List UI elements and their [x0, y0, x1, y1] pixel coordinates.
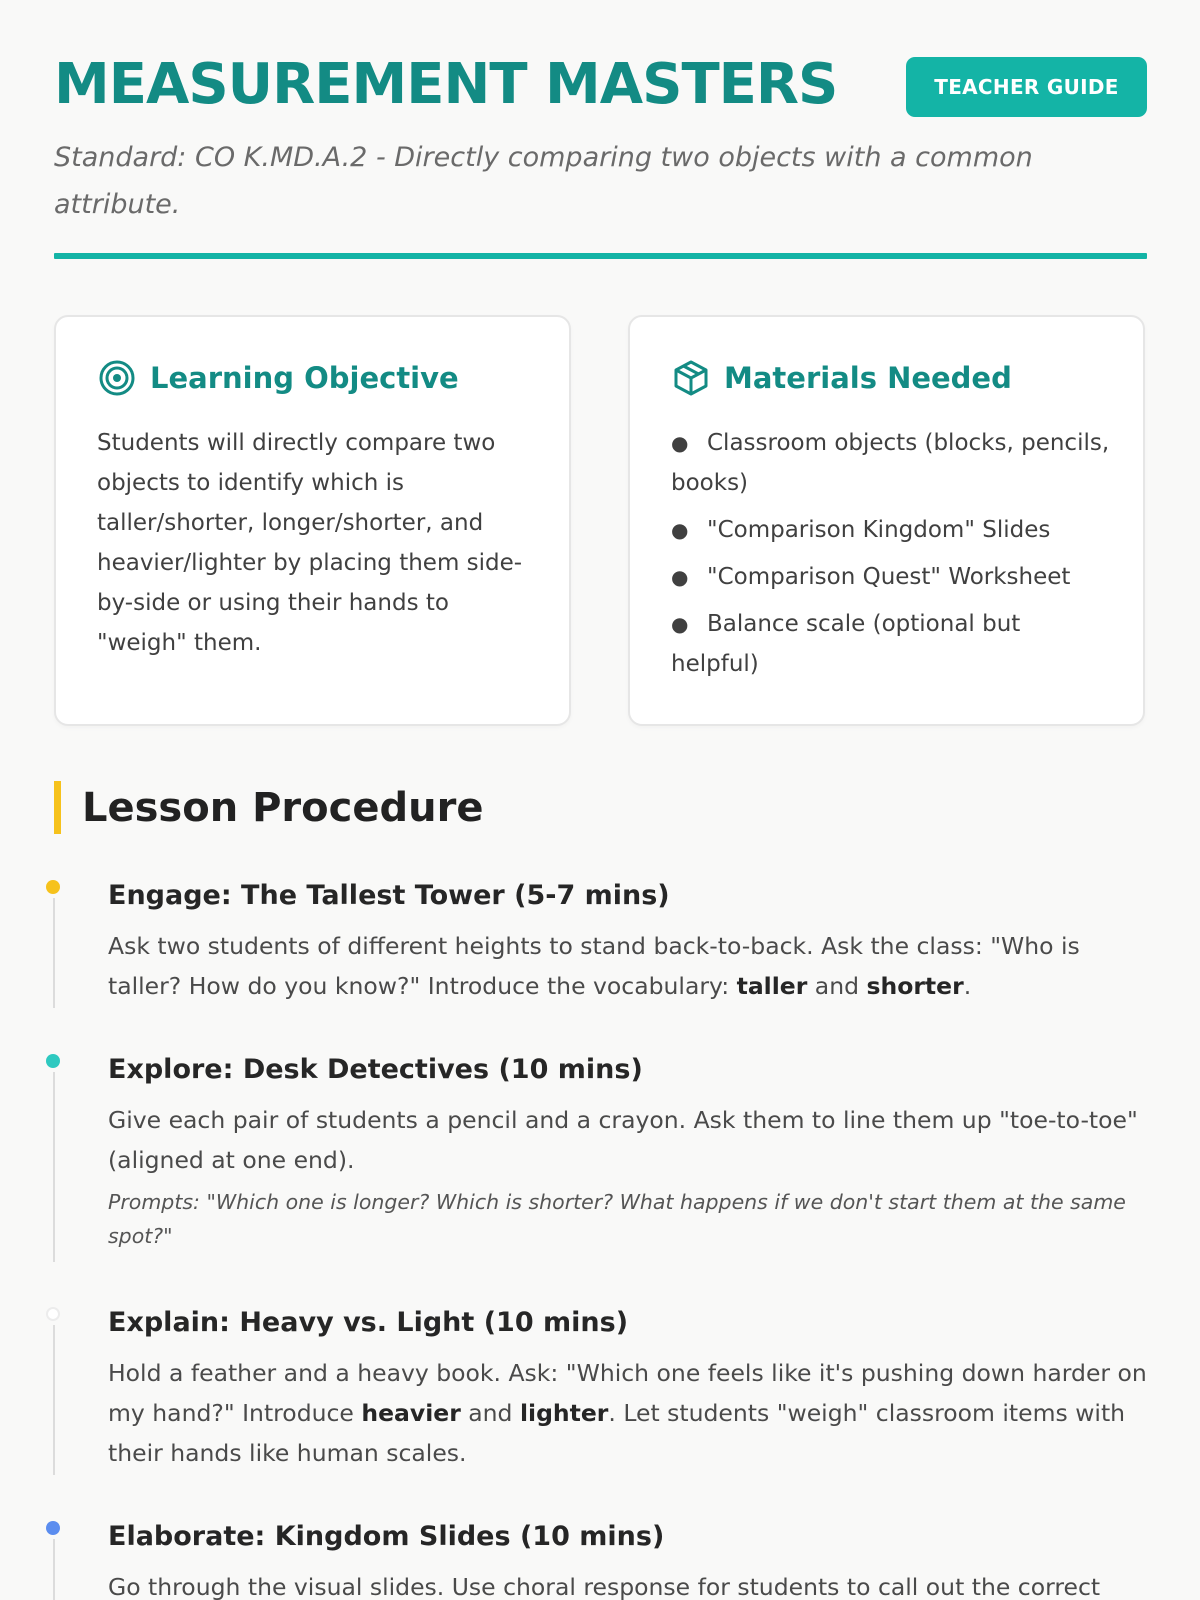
teacher-guide-button[interactable]: TEACHER GUIDE [906, 57, 1147, 117]
step-text: Go through the visual slides. Use choral response for students to call out the correct [108, 1573, 1101, 1600]
timeline-line [53, 1539, 55, 1600]
vocab-term: heavier [361, 1399, 461, 1427]
objective-title: Learning Objective [150, 361, 459, 395]
procedure-heading [54, 781, 483, 834]
step-text: Give each pair of students a pencil and a crayon. Ask them to line them up "toe-to-toe" (aligned at one end). [108, 1106, 1138, 1174]
target-icon [98, 359, 136, 397]
list-item: ● "Comparison Quest" Worksheet [671, 557, 1111, 597]
step-text: Hold a feather and a heavy book. Ask: "Which one feels like it's pushing down harder on my hand?" Introduce heavier and lighter. Let students "weigh" classroom items with their hands like human scales. [108, 1359, 1147, 1467]
list-item: ● "Comparison Kingdom" Slides [671, 510, 1111, 550]
list-item: ● Classroom objects (blocks, pencils, books) [671, 423, 1111, 503]
list-item: ● Balance scale (optional but helpful) [671, 604, 1111, 684]
vocab-term: shorter [866, 972, 964, 1000]
box-icon [672, 359, 710, 397]
bullet-icon: ● [671, 518, 689, 542]
step-prompt: Prompts: "Which one is longer? Which is shorter? What happens if we don't start them at the same spot?" [108, 1190, 1126, 1248]
procedure-title: Lesson Procedure [82, 784, 484, 831]
timeline-dot-icon [46, 1521, 60, 1535]
objective-text: Students will directly compare two objects to identify which is taller/shorter, longer/shorter, and heavier/lighter by placing them side-by-side or using their hands to "weigh" them. [97, 430, 523, 656]
standard-subtitle: Standard: CO K.MD.A.2 - Directly comparing two objects with a common attribute. [54, 142, 1033, 220]
step-title: Elaborate: Kingdom Slides (10 mins) [108, 1521, 665, 1552]
timeline-dot-icon [46, 1054, 60, 1068]
bullet-icon: ● [671, 565, 689, 589]
bullet-icon: ● [671, 431, 689, 455]
materials-list [671, 423, 1111, 691]
step-title: Explain: Heavy vs. Light (10 mins) [108, 1307, 629, 1338]
materials-title: Materials Needed [724, 361, 1012, 395]
objective-card [54, 315, 571, 726]
step-text: Ask two students of different heights to stand back-to-back. Ask the class: "Who is taller? How do you know?" Introduce the vocabulary: taller and shorter. [108, 932, 1080, 1000]
bullet-icon: ● [671, 612, 689, 636]
page-title: MEASUREMENT MASTERS [54, 52, 838, 117]
timeline-dot-icon [46, 880, 60, 894]
header-divider [54, 253, 1147, 259]
timeline-line [53, 1072, 55, 1262]
vocab-term: taller [736, 972, 808, 1000]
timeline-line [53, 898, 55, 1008]
step-title: Explore: Desk Detectives (10 mins) [108, 1054, 643, 1085]
timeline-dot-icon [46, 1307, 60, 1321]
step-title: Engage: The Tallest Tower (5-7 mins) [108, 880, 670, 911]
objective-card-header [98, 359, 459, 397]
timeline-line [53, 1325, 55, 1475]
vocab-term: lighter [519, 1399, 609, 1427]
materials-card-header [672, 359, 1012, 397]
materials-card [628, 315, 1145, 726]
